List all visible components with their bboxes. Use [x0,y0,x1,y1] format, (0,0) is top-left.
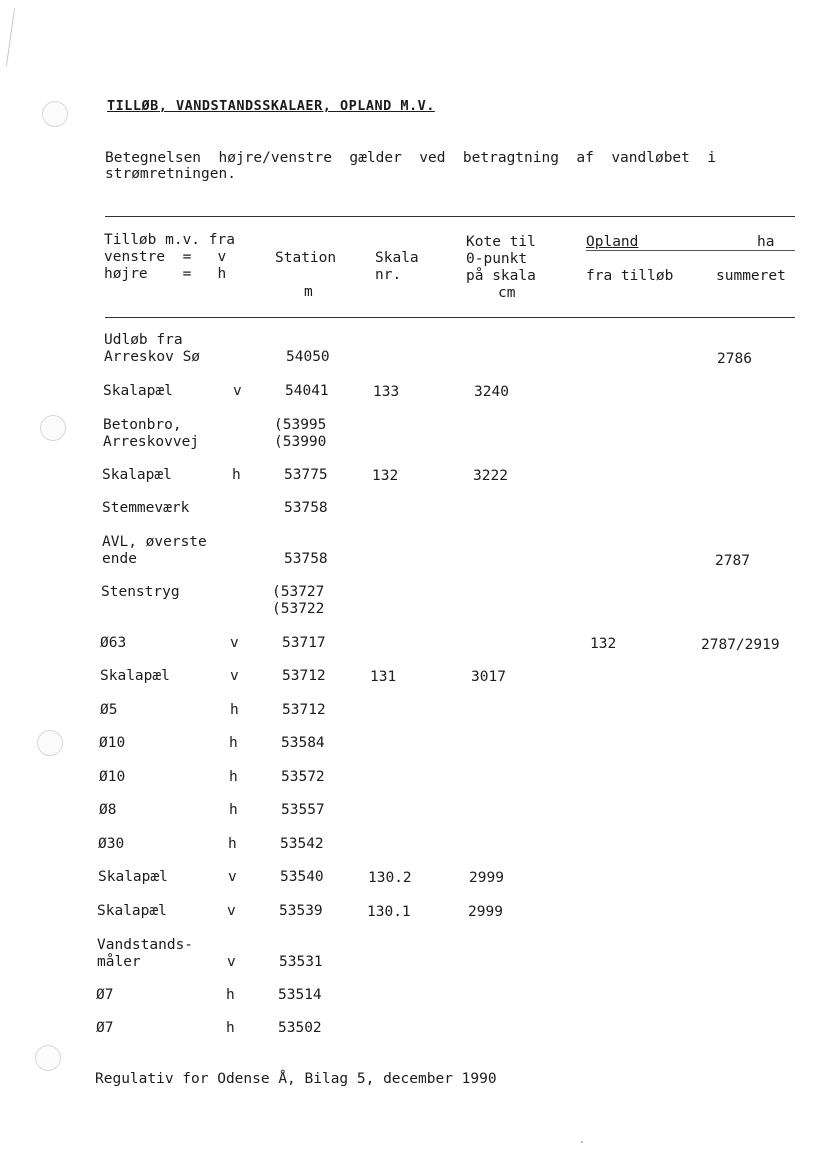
row-station: 53514 [278,987,322,1003]
header-fra-tillob: fra tilløb [586,268,674,284]
row-name: Ø10 [99,769,126,785]
header-kote-line2: 0-punkt [466,251,528,267]
row-station: 53557 [281,802,325,818]
row-side: v [230,668,239,684]
row-name: Ø5 [100,702,118,718]
row-skala: 130.2 [368,870,412,886]
row-name: Ø8 [99,802,117,818]
row-station: 53758 [284,500,328,516]
row-side: h [232,467,241,483]
row-skala: 132 [372,468,399,484]
header-bottom-rule [105,317,795,318]
row-station: (53722 [272,601,325,617]
punch-hole [37,730,63,756]
row-name: ende [102,551,137,567]
header-station: Station [275,250,337,266]
punch-hole [42,101,68,127]
row-side: v [233,383,242,399]
row-opland-summeret: 2787 [715,553,750,569]
row-name: Skalapæl [103,383,173,399]
pen-scratch-mark [6,8,15,66]
row-side: h [226,987,235,1003]
speck [581,1141,583,1143]
row-station: 53539 [279,903,323,919]
row-kote: 3222 [473,468,508,484]
row-skala: 130.1 [367,904,411,920]
row-name: Skalapæl [100,668,170,684]
row-name: Skalapæl [102,467,172,483]
row-station: 53502 [278,1020,322,1036]
row-station: 53572 [281,769,325,785]
row-name: Skalapæl [97,903,167,919]
header-opland: Opland [586,234,639,250]
header-skala-nr: nr. [375,267,402,283]
header-opland-unit: ha [757,234,775,250]
row-station: 53712 [282,668,326,684]
row-station: 53712 [282,702,326,718]
row-opland-fra-tillob: 132 [590,636,617,652]
row-side: h [229,735,238,751]
intro-line-2: strømretningen. [105,166,236,182]
row-station: (53990 [274,434,327,450]
row-side: v [227,903,236,919]
row-side: h [228,836,237,852]
row-name: Betonbro, [103,417,182,433]
header-kote-unit: cm [498,285,516,301]
row-skala: 133 [373,384,400,400]
row-skala: 131 [370,669,397,685]
header-kote-line1: Kote til [466,234,536,250]
row-side: h [229,769,238,785]
row-station: 54041 [285,383,329,399]
row-name: Ø7 [96,1020,114,1036]
row-side: v [227,954,236,970]
footer-text: Regulativ for Odense Å, Bilag 5, december 1990 [95,1071,497,1087]
header-top-rule [105,216,795,217]
row-kote: 3240 [474,384,509,400]
row-station: 53584 [281,735,325,751]
row-opland-summeret: 2787/2919 [701,637,780,653]
row-name: AVL, øverste [102,534,207,550]
row-name: Ø63 [100,635,127,651]
row-name: Stemmeværk [102,500,190,516]
row-station: (53727 [272,584,325,600]
row-side: h [226,1020,235,1036]
row-name: Ø10 [99,735,126,751]
row-name: Vandstands- [97,937,194,953]
header-col1-line3: højre = h [104,266,227,282]
header-station-unit: m [304,284,313,300]
row-station: 53775 [284,467,328,483]
row-station: 53758 [284,551,328,567]
row-name: Arreskov Sø [104,349,201,365]
page-title: TILLØB, VANDSTANDSSKALAER, OPLAND M.V. [107,98,435,114]
row-station: 53542 [280,836,324,852]
row-name: Stenstryg [101,584,180,600]
row-opland-summeret: 2786 [717,351,752,367]
row-station: 53531 [279,954,323,970]
row-station: (53995 [274,417,327,433]
row-kote: 2999 [469,870,504,886]
row-name: måler [97,954,141,970]
intro-line-1: Betegnelsen højre/venstre gælder ved betragtning af vandløbet i [105,150,717,166]
row-station: 54050 [286,349,330,365]
header-summeret: summeret [716,268,786,284]
row-side: v [230,635,239,651]
row-side: h [229,802,238,818]
header-skala: Skala [375,250,419,266]
row-kote: 2999 [468,904,503,920]
punch-hole [35,1045,61,1071]
row-station: 53717 [282,635,326,651]
header-col1-line1: Tilløb m.v. fra [104,232,235,248]
row-side: v [228,869,237,885]
row-name: Skalapæl [98,869,168,885]
row-name: Ø7 [96,987,114,1003]
row-name: Ø30 [98,836,125,852]
header-kote-line3: på skala [466,268,536,284]
header-col1-line2: venstre = v [104,249,227,265]
row-name: Arreskovvej [103,434,200,450]
punch-hole [40,415,66,441]
row-kote: 3017 [471,669,506,685]
row-side: h [230,702,239,718]
row-station: 53540 [280,869,324,885]
row-name: Udløb fra [104,332,183,348]
